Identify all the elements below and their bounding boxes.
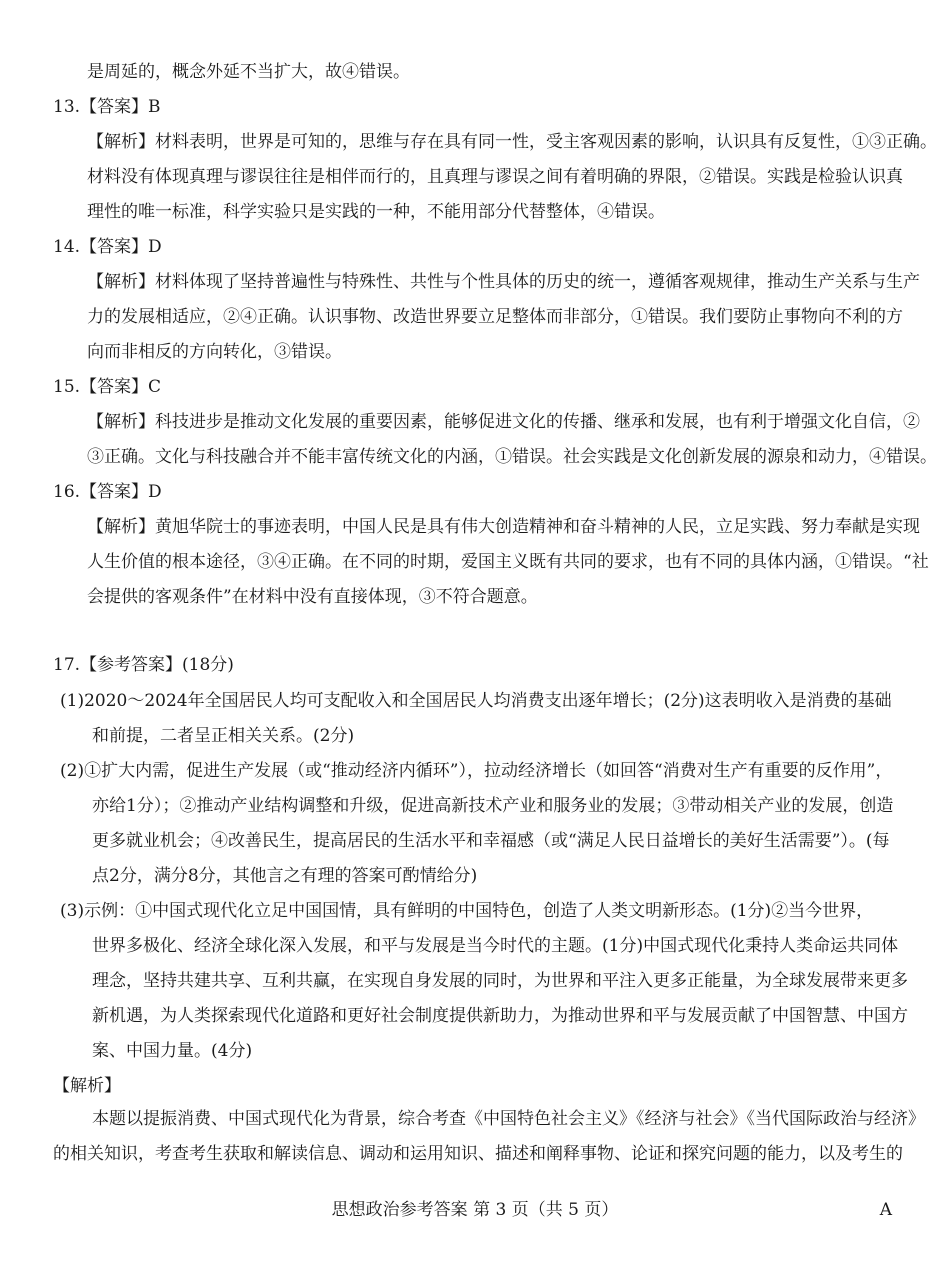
text-line: 和前提，二者呈正相关关系。(2分) <box>92 726 355 746</box>
text-line: 理性的唯一标准，科学实验只是实践的一种，不能用部分代替整体，④错误。 <box>87 202 665 222</box>
analysis-heading: 【解析】 <box>53 1076 121 1096</box>
text-line: 【解析】材料体现了坚持普遍性与特殊性、共性与个性具体的历史的统一，遵循客观规律，推动生产关系与生产 <box>87 272 920 292</box>
text-line: 世界多极化、经济全球化深入发展，和平与发展是当今时代的主题。(1分)中国式现代化秉持人类命运共同体 <box>92 936 899 956</box>
answer-heading-16: 16.【答案】D <box>53 482 162 502</box>
text-line: 【解析】黄旭华院士的事迹表明，中国人民是具有伟大创造精神和奋斗精神的人民，立足实践、努力奉献是实现 <box>87 517 920 537</box>
text-line: 材料没有体现真理与谬误往往是相伴而行的，且真理与谬误之间有着明确的界限，②错误。实践是检验认识真 <box>87 167 903 187</box>
page-footer-label: 思想政治参考答案 第 3 页（共 5 页） <box>331 1200 619 1220</box>
answer-heading-17: 17.【参考答案】(18分) <box>53 655 234 675</box>
text-line: 理念，坚持共建共享、互利共赢，在实现自身发展的同时，为世界和平注入更多正能量，为全球发展带来更多 <box>92 971 908 991</box>
text-line: 会提供的客观条件”在材料中没有直接体现，③不符合题意。 <box>87 587 538 607</box>
answer-heading-14: 14.【答案】D <box>53 237 162 257</box>
text-line: 新机遇，为人类探索现代化道路和更好社会制度提供新助力，为推动世界和平与发展贡献了中国智慧、中国方 <box>92 1006 908 1026</box>
text-line: 的相关知识，考查考生获取和解读信息、调动和运用知识、描述和阐释事物、论证和探究问题的能力，以及考生的 <box>53 1144 903 1164</box>
part-2-text: (2)①扩大内需，促进生产发展（或“推动经济内循环”），拉动经济增长（如回答“消费对生产有重要的反作用”， <box>60 761 893 781</box>
text-line: 【解析】材料表明，世界是可知的，思维与存在具有同一性，受主客观因素的影响，认识具有反复性，①③正确。 <box>87 132 937 152</box>
paper-version-label: A <box>879 1200 892 1220</box>
text-line: 本题以提振消费、中国式现代化为背景，综合考查《中国特色社会主义》《经济与社会》《当代国际政治与经济》 <box>92 1109 925 1129</box>
text-line: 人生价值的根本途径，③④正确。在不同的时期，爱国主义既有共同的要求，也有不同的具体内涵，①错误。“社 <box>87 552 929 572</box>
answer-heading-13: 13.【答案】B <box>53 97 161 117</box>
text-line: 【解析】科技进步是推动文化发展的重要因素，能够促进文化的传播、继承和发展，也有利于增强文化自信，② <box>87 412 920 432</box>
answer-heading-15: 15.【答案】C <box>53 377 162 397</box>
text-line: 案、中国力量。(4分) <box>92 1041 253 1061</box>
part-1-text: (1)2020～2024年全国居民人均可支配收入和全国居民人均消费支出逐年增长；(2分)这表明收入是消费的基础 <box>60 691 892 711</box>
part-3-text: (3)示例：①中国式现代化立足中国国情，具有鲜明的中国特色，创造了人类文明新形态。(1分)②当今世界， <box>60 901 874 921</box>
text-line: 向而非相反的方向转化，③错误。 <box>87 342 342 362</box>
text-line: 点2分，满分8分，其他言之有理的答案可酌情给分) <box>92 866 478 886</box>
text-line: 是周延的，概念外延不当扩大，故④错误。 <box>87 62 410 82</box>
text-line: 更多就业机会；④改善民生，提高居民的生活水平和幸福感（或“满足人民日益增长的美好生活需要”）。(每 <box>92 831 890 851</box>
text-line: 亦给1分）；②推动产业结构调整和升级，促进高新技术产业和服务业的发展；③带动相关产业的发展，创造 <box>92 796 894 816</box>
text-line: ③正确。文化与科技融合并不能丰富传统文化的内涵，①错误。社会实践是文化创新发展的源泉和动力，④错误。 <box>87 447 937 467</box>
text-line: 力的发展相适应，②④正确。认识事物、改造世界要立足整体而非部分，①错误。我们要防止事物向不利的方 <box>87 307 903 327</box>
